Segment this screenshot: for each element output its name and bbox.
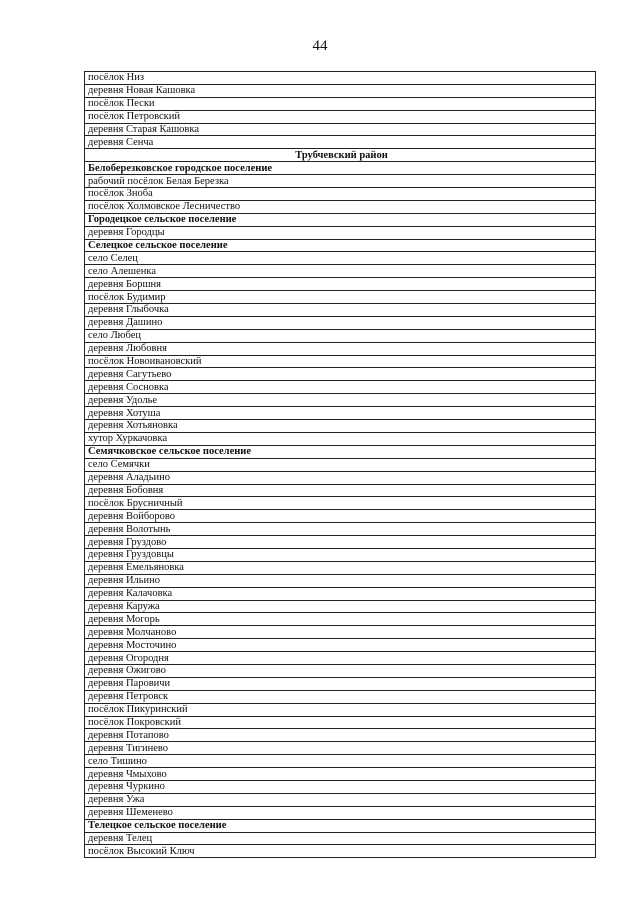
locality-row xyxy=(85,175,596,188)
settlement-name: Белоберезковское городское поселение xyxy=(85,162,596,175)
settlements-table-body xyxy=(85,72,596,858)
locality-name: деревня Шеменево xyxy=(85,806,596,819)
locality-row xyxy=(85,226,596,239)
locality-name: деревня Дашино xyxy=(85,316,596,329)
locality-row xyxy=(85,97,596,110)
settlements-table xyxy=(84,71,596,858)
locality-name: посёлок Пикуринский xyxy=(85,703,596,716)
locality-name: деревня Груздово xyxy=(85,536,596,549)
settlement-header-row xyxy=(85,819,596,832)
locality-row xyxy=(85,497,596,510)
locality-name: деревня Груздовцы xyxy=(85,548,596,561)
locality-name: деревня Емельяновка xyxy=(85,561,596,574)
locality-row xyxy=(85,780,596,793)
locality-row xyxy=(85,510,596,523)
settlement-header-row xyxy=(85,162,596,175)
district-name: Трубчевский район xyxy=(85,149,596,162)
locality-name: деревня Петровск xyxy=(85,690,596,703)
locality-row xyxy=(85,832,596,845)
locality-name: деревня Аладьино xyxy=(85,471,596,484)
settlement-name: Семячковское сельское поселение xyxy=(85,445,596,458)
locality-row xyxy=(85,768,596,781)
locality-row xyxy=(85,690,596,703)
locality-name: деревня Удолье xyxy=(85,394,596,407)
locality-name: хутор Хуркачовка xyxy=(85,432,596,445)
locality-name: деревня Бобовня xyxy=(85,484,596,497)
locality-name: деревня Старая Кашовка xyxy=(85,123,596,136)
locality-row xyxy=(85,136,596,149)
locality-name: посёлок Зноба xyxy=(85,188,596,201)
locality-row xyxy=(85,716,596,729)
locality-name: деревня Молчаново xyxy=(85,626,596,639)
locality-name: деревня Сенча xyxy=(85,136,596,149)
locality-row xyxy=(85,291,596,304)
locality-name: деревня Любовня xyxy=(85,342,596,355)
locality-name: деревня Новая Кашовка xyxy=(85,84,596,97)
locality-row xyxy=(85,84,596,97)
locality-name: деревня Сосновка xyxy=(85,381,596,394)
locality-row xyxy=(85,587,596,600)
locality-row xyxy=(85,394,596,407)
locality-name: село Тишино xyxy=(85,755,596,768)
locality-name: посёлок Пески xyxy=(85,97,596,110)
locality-name: село Алешенка xyxy=(85,265,596,278)
locality-row xyxy=(85,845,596,858)
locality-name: деревня Городцы xyxy=(85,226,596,239)
district-header-row xyxy=(85,149,596,162)
locality-name: деревня Каружа xyxy=(85,600,596,613)
locality-row xyxy=(85,755,596,768)
locality-name: деревня Чмыхово xyxy=(85,768,596,781)
locality-name: посёлок Покровский xyxy=(85,716,596,729)
locality-row xyxy=(85,536,596,549)
locality-row xyxy=(85,677,596,690)
locality-row xyxy=(85,548,596,561)
locality-row xyxy=(85,600,596,613)
locality-row xyxy=(85,316,596,329)
locality-name: деревня Ужа xyxy=(85,793,596,806)
locality-name: деревня Ожигово xyxy=(85,664,596,677)
locality-name: село Селец xyxy=(85,252,596,265)
locality-row xyxy=(85,252,596,265)
locality-row xyxy=(85,561,596,574)
locality-row xyxy=(85,523,596,536)
locality-row xyxy=(85,342,596,355)
locality-name: деревня Боршня xyxy=(85,278,596,291)
locality-name: посёлок Будимир xyxy=(85,291,596,304)
locality-name: деревня Огородня xyxy=(85,652,596,665)
locality-row xyxy=(85,471,596,484)
locality-name: деревня Могорь xyxy=(85,613,596,626)
locality-row xyxy=(85,639,596,652)
locality-row xyxy=(85,420,596,433)
locality-row xyxy=(85,664,596,677)
locality-name: село Любец xyxy=(85,329,596,342)
locality-name: деревня Чуркино xyxy=(85,780,596,793)
locality-row xyxy=(85,613,596,626)
locality-row xyxy=(85,729,596,742)
locality-name: посёлок Низ xyxy=(85,72,596,85)
locality-row xyxy=(85,304,596,317)
locality-row xyxy=(85,200,596,213)
locality-name: деревня Паровичи xyxy=(85,677,596,690)
locality-row xyxy=(85,432,596,445)
locality-name: посёлок Холмовское Лесничество xyxy=(85,200,596,213)
locality-name: деревня Хотьяновка xyxy=(85,420,596,433)
locality-name: деревня Потапово xyxy=(85,729,596,742)
settlement-name: Городецкое сельское поселение xyxy=(85,213,596,226)
locality-name: деревня Телец xyxy=(85,832,596,845)
locality-row xyxy=(85,265,596,278)
locality-name: деревня Хотуша xyxy=(85,407,596,420)
locality-row xyxy=(85,110,596,123)
locality-row xyxy=(85,381,596,394)
locality-name: посёлок Петровский xyxy=(85,110,596,123)
locality-row xyxy=(85,806,596,819)
locality-row xyxy=(85,368,596,381)
locality-row xyxy=(85,626,596,639)
locality-name: деревня Волотынь xyxy=(85,523,596,536)
settlement-header-row xyxy=(85,213,596,226)
locality-name: посёлок Новоивановский xyxy=(85,355,596,368)
settlement-name: Селецкое сельское поселение xyxy=(85,239,596,252)
locality-row xyxy=(85,407,596,420)
locality-name: село Семячки xyxy=(85,458,596,471)
locality-name: деревня Мосточино xyxy=(85,639,596,652)
settlement-name: Телецкое сельское поселение xyxy=(85,819,596,832)
locality-row xyxy=(85,703,596,716)
locality-row xyxy=(85,742,596,755)
locality-name: посёлок Брусничный xyxy=(85,497,596,510)
locality-row xyxy=(85,123,596,136)
locality-row xyxy=(85,72,596,85)
locality-name: деревня Калачовка xyxy=(85,587,596,600)
settlement-header-row xyxy=(85,239,596,252)
locality-row xyxy=(85,329,596,342)
locality-row xyxy=(85,188,596,201)
locality-row xyxy=(85,278,596,291)
locality-row xyxy=(85,574,596,587)
settlement-header-row xyxy=(85,445,596,458)
locality-name: деревня Ильино xyxy=(85,574,596,587)
locality-row xyxy=(85,652,596,665)
locality-name: рабочий посёлок Белая Березка xyxy=(85,175,596,188)
locality-row xyxy=(85,458,596,471)
locality-row xyxy=(85,793,596,806)
locality-name: деревня Сагутьево xyxy=(85,368,596,381)
locality-name: деревня Глыбочка xyxy=(85,304,596,317)
locality-name: посёлок Высокий Ключ xyxy=(85,845,596,858)
locality-row xyxy=(85,484,596,497)
locality-row xyxy=(85,355,596,368)
page-number: 44 xyxy=(312,38,328,54)
locality-name: деревня Тигинево xyxy=(85,742,596,755)
locality-name: деревня Войборово xyxy=(85,510,596,523)
